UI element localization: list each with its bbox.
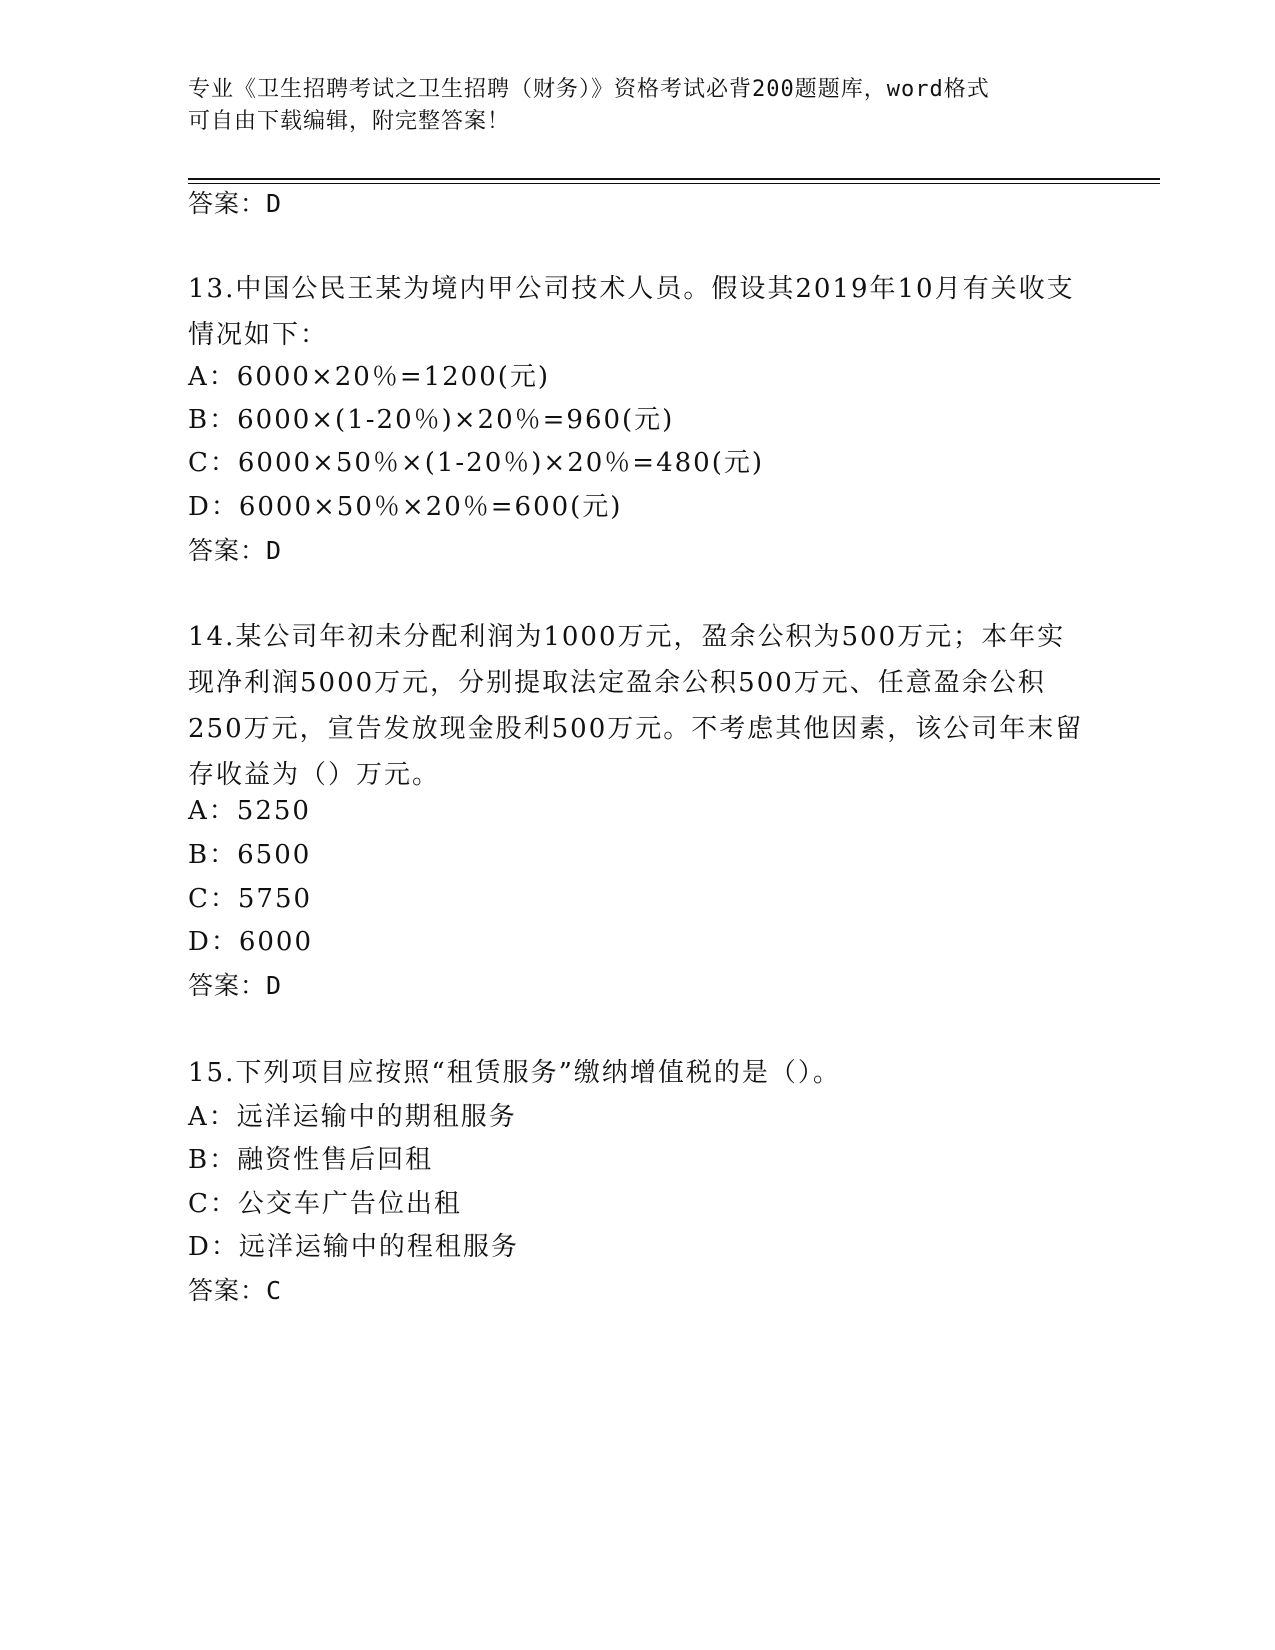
- question-14-option-c: C：5750: [188, 884, 313, 914]
- question-13-option-b: B：6000×(1-20％)×20％=960(元): [188, 405, 675, 435]
- question-13-option-a: A：6000×20％=1200(元): [188, 362, 551, 392]
- question-15-answer: 答案：C: [188, 1276, 283, 1305]
- header-line-1: 专业《卫生招聘考试之卫生招聘（财务）》资格考试必背200题题库，word格式: [188, 77, 990, 102]
- document-header: [188, 74, 1068, 138]
- question-13-text: 13.中国公民王某为境内甲公司技术人员。假设其2019年10月有关收支情况如下：: [188, 274, 1075, 350]
- question-14-text: 14.某公司年初未分配利润为1000万元，盈余公积为500万元；本年实现净利润5000万元，分别提取法定盈余公积500万元、任意盈余公积250万元，宣告发放现金股利500万元。不考虑其他因素，该公司年末留存收益为（）万元。: [188, 622, 1084, 790]
- question-13-option-d: D：6000×50％×20％=600(元): [188, 492, 623, 522]
- question-15-text: 15.下列项目应按照“租赁服务”缴纳增值税的是（）。: [188, 1058, 841, 1088]
- question-14-answer: 答案：D: [188, 971, 283, 1000]
- question-14-option-b: B：6500: [188, 840, 312, 870]
- header-rule-bottom: [188, 183, 1160, 184]
- question-15-option-b: B：融资性售后回租: [188, 1145, 434, 1175]
- question-15-option-a: A：远洋运输中的期租服务: [188, 1102, 517, 1132]
- question-13-answer: 答案：D: [188, 536, 283, 565]
- question-14-option-a: A：5250: [188, 796, 311, 826]
- header-rule-top: [188, 178, 1160, 180]
- question-14-option-d: D：6000: [188, 927, 314, 957]
- question-15-option-d: D：远洋运输中的程租服务: [188, 1232, 519, 1262]
- question-13-option-c: C：6000×50％×(1-20％)×20％=480(元): [188, 448, 764, 478]
- header-line-2: 可自由下载编辑，附完整答案！: [188, 109, 511, 134]
- question-15-option-c: C：公交车广告位出租: [188, 1189, 462, 1219]
- previous-answer: 答案：D: [188, 189, 283, 218]
